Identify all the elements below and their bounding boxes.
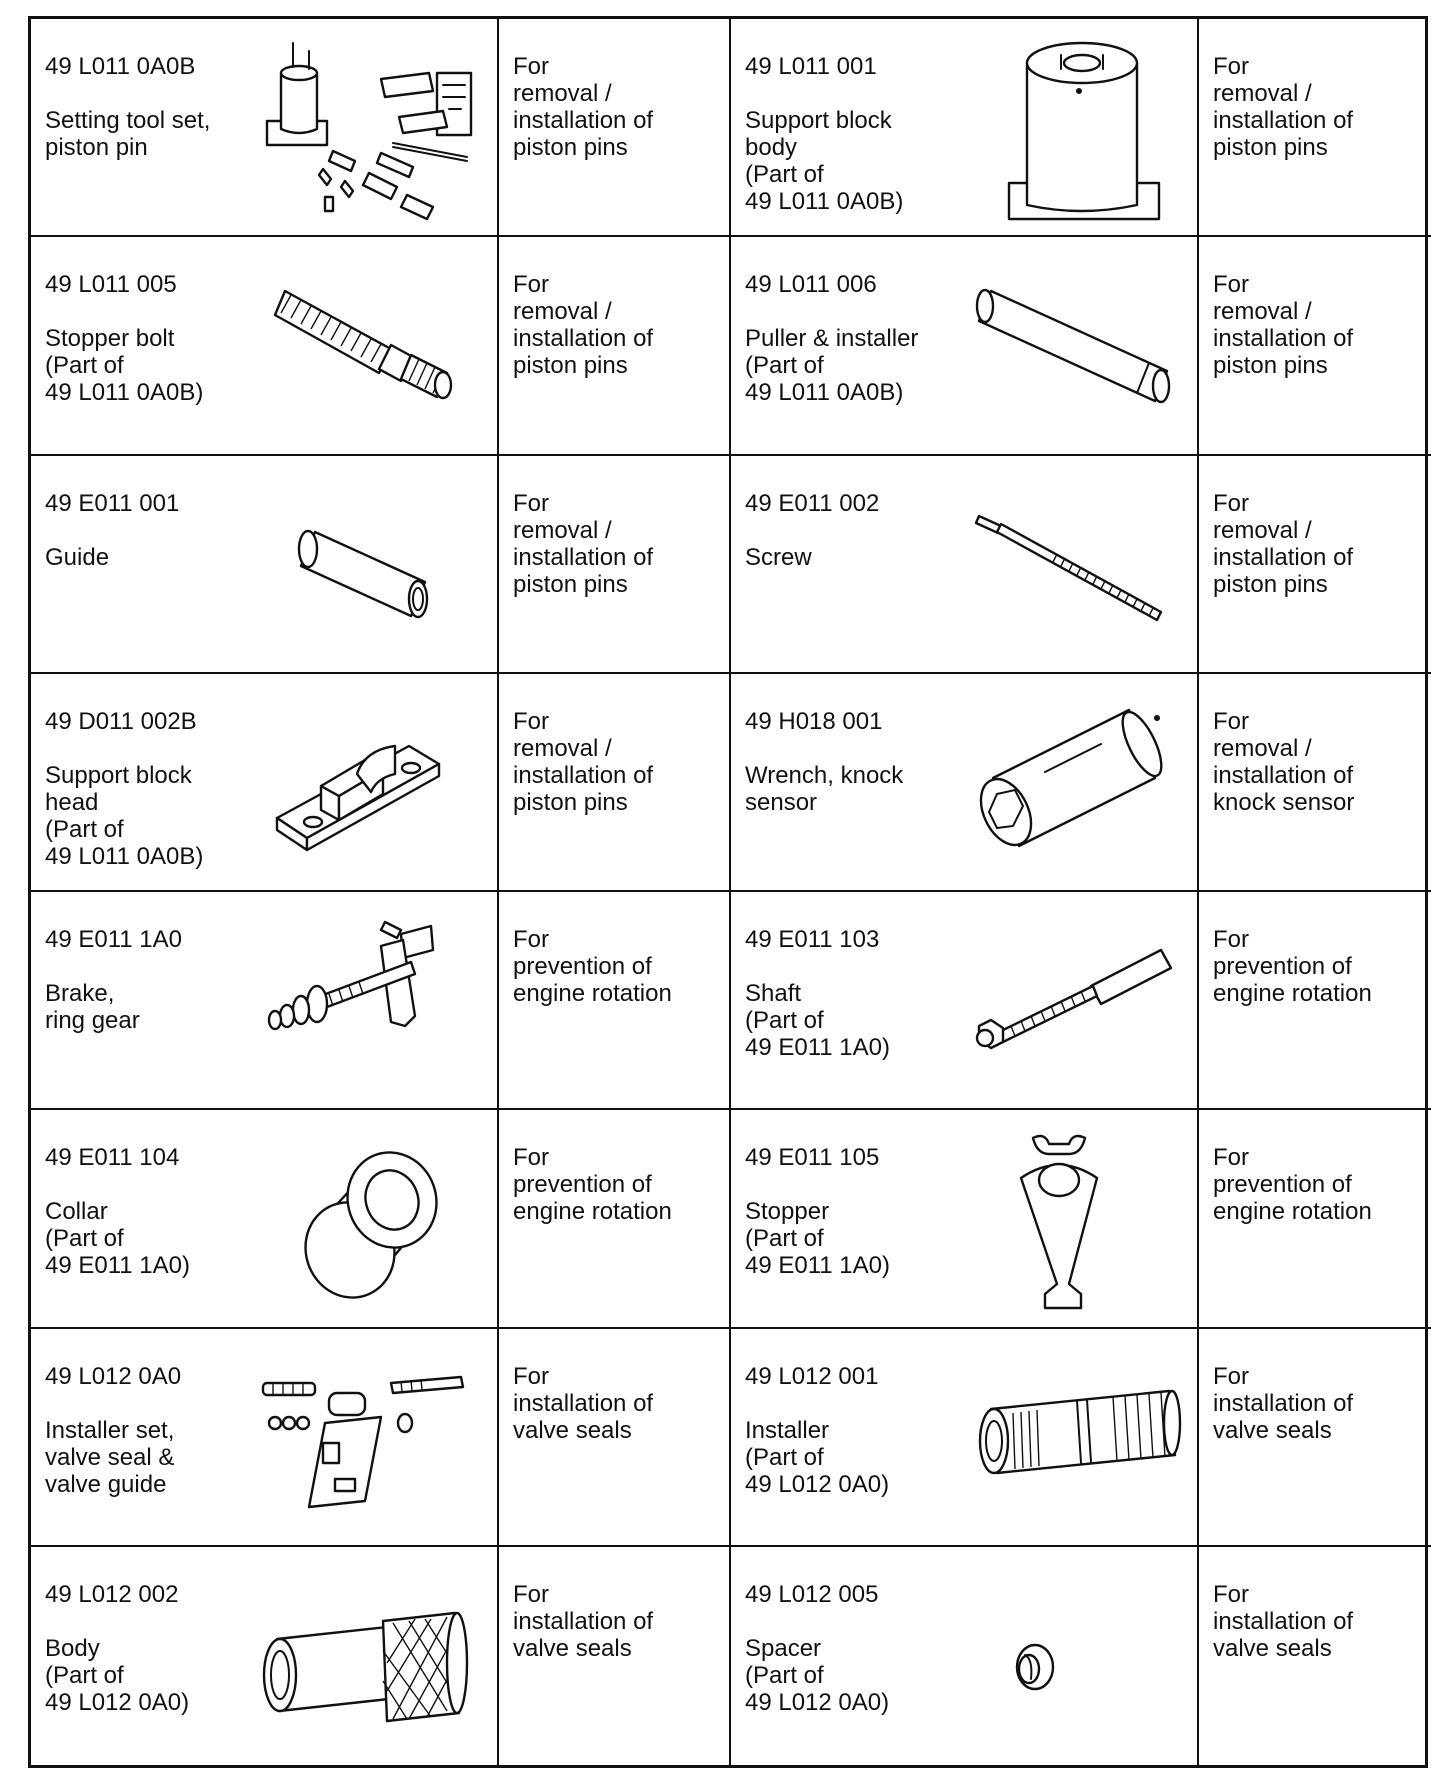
tool-cell [31, 19, 499, 237]
ring-gear-brake-icon [261, 906, 493, 1096]
purpose-cell [499, 1547, 731, 1765]
tool-purpose: For installation of valve seals [513, 1362, 654, 1444]
special-tools-table [28, 16, 1428, 1768]
tool-text [745, 1144, 890, 1279]
tool-cell [731, 19, 1199, 237]
tool-purpose: For installation of valve seals [513, 1580, 654, 1662]
tool-name: Wrench, knock sensor [745, 761, 904, 816]
part-number: 49 L012 0A0 [45, 1362, 182, 1390]
part-number: 49 E011 104 [45, 1144, 180, 1172]
tool-text [45, 490, 179, 571]
purpose-cell [1199, 674, 1431, 892]
tool-text [45, 708, 203, 870]
part-number: 49 D011 002B [45, 707, 197, 735]
stopper-icon [961, 1124, 1193, 1314]
part-number: 49 L011 005 [45, 271, 177, 299]
tool-name: Spacer (Part of 49 L012 0A0) [745, 1634, 890, 1716]
tool-name: Support block body (Part of 49 L011 0A0B) [745, 107, 904, 215]
tool-name: Screw [745, 543, 812, 571]
tool-name: Puller & installer (Part of 49 L011 0A0B) [745, 325, 919, 407]
tool-name: Stopper bolt (Part of 49 L011 0A0B) [45, 325, 204, 407]
part-number: 49 L011 006 [745, 271, 877, 299]
tool-text [45, 53, 210, 161]
tool-name: Shaft (Part of 49 E011 1A0) [745, 980, 890, 1061]
tool-purpose: For removal / installation of piston pins [1213, 489, 1354, 598]
part-number: 49 E011 1A0 [45, 926, 183, 953]
installer-set-icon [261, 1343, 493, 1533]
tool-cell [731, 1329, 1199, 1547]
tool-name: Installer set, valve seal & valve guide [45, 1416, 175, 1498]
tool-text [45, 271, 203, 406]
tool-purpose: For removal / installation of knock sensor [1213, 707, 1355, 816]
purpose-cell [499, 456, 731, 674]
part-number: 49 E011 103 [745, 926, 880, 953]
tool-purpose: For prevention of engine rotation [513, 1144, 672, 1226]
part-number: 49 E011 002 [745, 489, 880, 517]
tool-cell [731, 1110, 1199, 1328]
tool-purpose: For removal / installation of piston pins [1213, 271, 1354, 380]
tool-cell [31, 1547, 499, 1765]
tool-cell [31, 892, 499, 1110]
setting-tool-set-icon [261, 33, 493, 223]
tool-name: Installer (Part of 49 L012 0A0) [745, 1416, 890, 1498]
tool-purpose: For removal / installation of piston pins [513, 53, 654, 161]
tool-name: Setting tool set, piston pin [45, 107, 211, 161]
purpose-cell [499, 674, 731, 892]
tool-name: Support block head (Part of 49 L011 0A0B) [45, 761, 204, 870]
part-number: 49 L012 005 [745, 1580, 879, 1608]
part-number: 49 E011 105 [745, 1144, 880, 1172]
part-number: 49 E011 001 [45, 489, 180, 517]
tool-text [745, 271, 918, 406]
tool-text [45, 1581, 189, 1716]
tool-cell [31, 237, 499, 455]
tool-purpose: For removal / installation of piston pins [513, 271, 654, 380]
purpose-cell [499, 892, 731, 1110]
tool-text [745, 708, 903, 816]
guide-icon [261, 470, 493, 660]
tool-name: Body (Part of 49 L012 0A0) [45, 1634, 190, 1716]
tool-text [45, 926, 182, 1034]
tool-text [745, 1363, 889, 1498]
tool-purpose: For installation of valve seals [1213, 1580, 1354, 1662]
tool-cell [31, 1110, 499, 1328]
purpose-cell [499, 237, 731, 455]
spacer-icon [961, 1561, 1193, 1751]
tool-purpose: For prevention of engine rotation [1213, 1144, 1372, 1226]
purpose-cell [1199, 237, 1431, 455]
purpose-cell [1199, 456, 1431, 674]
part-number: 49 L011 001 [745, 53, 877, 80]
tool-purpose: For removal / installation of piston pins [1213, 53, 1354, 161]
tool-text [745, 490, 879, 571]
purpose-cell [1199, 19, 1431, 237]
tool-text [745, 1581, 889, 1716]
tool-text [745, 53, 903, 215]
purpose-cell [1199, 1547, 1431, 1765]
tool-cell [31, 674, 499, 892]
tool-cell [731, 1547, 1199, 1765]
tool-cell [731, 456, 1199, 674]
tool-purpose: For prevention of engine rotation [513, 926, 672, 1007]
support-block-head-icon [261, 688, 493, 878]
purpose-cell [499, 19, 731, 237]
tool-name: Brake, ring gear [45, 980, 140, 1034]
support-block-body-icon [961, 33, 1193, 223]
tool-name: Guide [45, 543, 110, 571]
tool-purpose: For installation of valve seals [1213, 1362, 1354, 1444]
shaft-icon [961, 906, 1193, 1096]
body-icon [261, 1561, 493, 1751]
tool-cell [731, 237, 1199, 455]
tool-text [745, 926, 890, 1061]
screw-icon [961, 470, 1193, 660]
tool-purpose: For removal / installation of piston pins [513, 707, 654, 816]
tool-cell [731, 892, 1199, 1110]
stopper-bolt-icon [261, 251, 493, 441]
collar-icon [261, 1124, 493, 1314]
purpose-cell [1199, 1329, 1431, 1547]
purpose-cell [499, 1110, 731, 1328]
tool-name: Collar (Part of 49 E011 1A0) [45, 1198, 190, 1280]
purpose-cell [1199, 892, 1431, 1110]
tool-purpose: For prevention of engine rotation [1213, 926, 1372, 1007]
tool-text [45, 1363, 181, 1498]
tool-cell [31, 1329, 499, 1547]
part-number: 49 L012 001 [745, 1362, 879, 1390]
puller-installer-icon [961, 251, 1193, 441]
part-number: 49 H018 001 [745, 707, 883, 735]
tool-text [45, 1144, 190, 1279]
tool-cell [31, 456, 499, 674]
tool-name: Stopper (Part of 49 E011 1A0) [745, 1198, 890, 1280]
tool-purpose: For removal / installation of piston pins [513, 489, 654, 598]
tool-cell [731, 674, 1199, 892]
installer-icon [961, 1343, 1193, 1533]
purpose-cell [1199, 1110, 1431, 1328]
part-number: 49 L011 0A0B [45, 53, 196, 80]
part-number: 49 L012 002 [45, 1580, 179, 1608]
knock-sensor-wrench-icon [961, 688, 1193, 878]
purpose-cell [499, 1329, 731, 1547]
